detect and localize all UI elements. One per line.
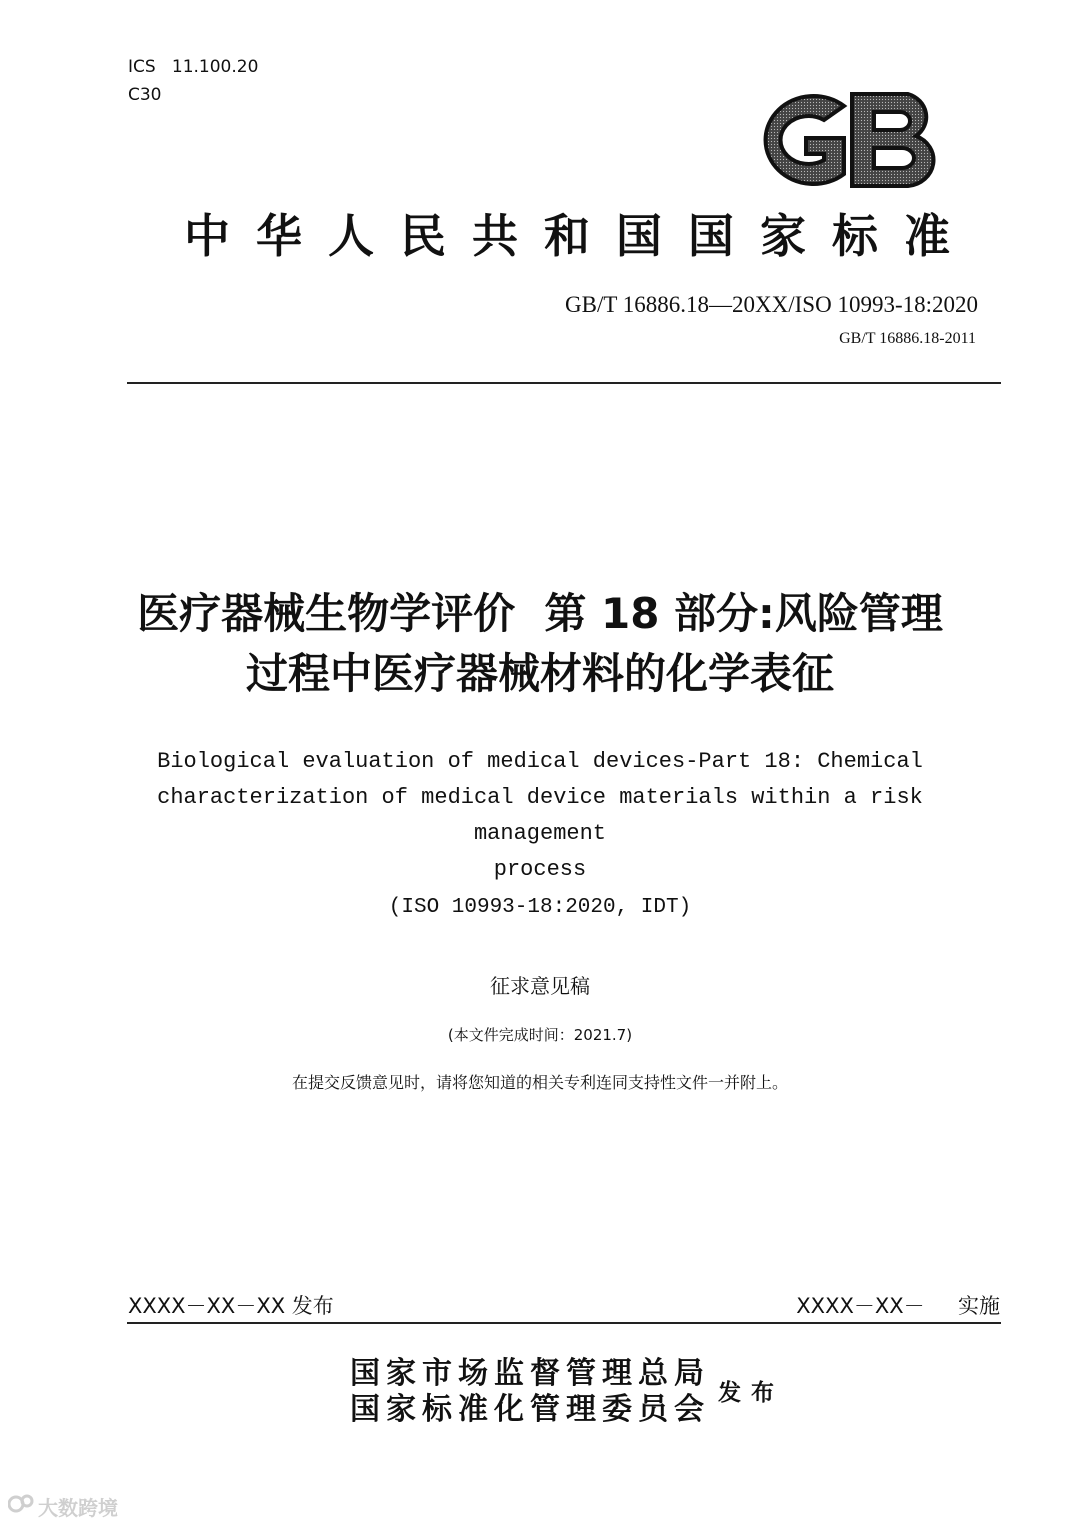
brand-logo-icon (8, 1493, 34, 1520)
publish-label: 发布 (718, 1380, 784, 1405)
bottom-divider (127, 1322, 1001, 1324)
ccs-code: C30 (128, 85, 162, 105)
chinese-title (60, 584, 1020, 704)
english-title-line-2: characterization of medical device materials within a risk management (157, 785, 923, 846)
issuer-line-1: 国家市场监督管理总局 (350, 1357, 710, 1390)
completion-time: (本文件完成时间：2021.7) (447, 1026, 633, 1044)
draft-status: 征求意见稿 (490, 974, 590, 998)
iso-equivalence: (ISO 10993-18:2020, IDT) (388, 896, 692, 919)
chinese-title-line-1: 医疗器械生物学评价 第 18 部分:风险管理 (137, 589, 943, 638)
patent-note: 在提交反馈意见时，请将您知道的相关专利连同支持性文件一并附上。 (291, 1073, 788, 1092)
replaced-standard: GB/T 16886.18-2011 (839, 330, 976, 347)
watermark (8, 1492, 118, 1521)
english-title-line-1: Biological evaluation of medical devices-Part 18: Chemical (157, 749, 923, 774)
issuer-line-2: 国家标准化管理委员会 (350, 1393, 710, 1426)
top-divider (127, 382, 1001, 384)
chinese-title-line-2: 过程中医疗器械材料的化学表征 (245, 649, 834, 698)
standard-number: GB/T 16886.18—20XX/ISO 10993-18:2020 (565, 292, 978, 317)
ics-code: ICS 11.100.20 (128, 57, 259, 77)
watermark-text: 大数跨境 (38, 1496, 118, 1520)
english-title (90, 744, 990, 888)
release-date: XXXX－XX－XX 发布 (128, 1294, 334, 1318)
issuing-authorities (350, 1356, 710, 1428)
english-title-line-3: process (493, 857, 587, 882)
implementation-date: XXXX－XX－ 实施 (796, 1294, 1000, 1318)
gb-logo (740, 86, 954, 194)
standard-organization-title: 中华人民共和国国家标准 (184, 209, 976, 263)
